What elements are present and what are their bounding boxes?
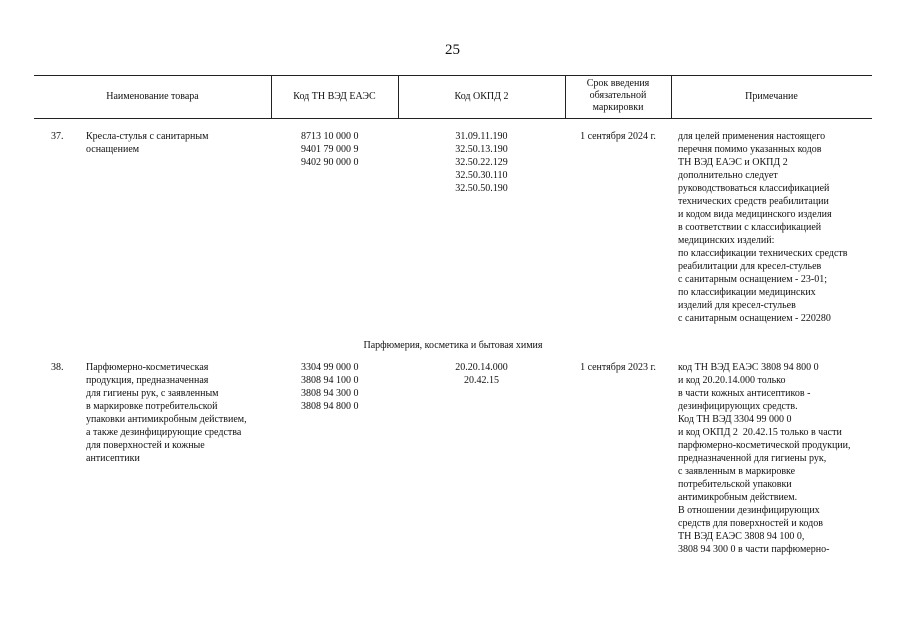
tn-ved-codes: 3304 99 000 0 3808 94 100 0 3808 94 300 0 3808 94 800 0 [301,362,359,412]
header-name: Наименование товара [106,91,199,102]
section-title: Парфюмерия, косметика и бытовая химия [363,340,543,351]
header-tn-ved: Код ТН ВЭД ЕАЭС [293,91,376,102]
header-okpd: Код ОКПД 2 [454,91,509,102]
mandatory-marking-date: 1 сентября 2024 г. [580,131,656,142]
mandatory-marking-date: 1 сентября 2023 г. [580,362,656,373]
note-text: для целей применения настоящего перечня помимо указанных кодов ТН ВЭД ЕАЭС и ОКПД 2 дополнительно следует руководствоваться классификацией технических средств реабилитации и кодом вида медицинского изделия в соответствии с классификацией медицинских изделий: по классификации технических средств реабилитации для кресел-стульев с санитарным оснащением - 23-01; по классификации медицинских изделий для кресел-стульев с санитарным оснащением - 220280 [678,131,848,324]
header-date: Срок введения обязательной маркировки [586,78,650,113]
header-note: Примечание [745,91,798,102]
row-number: 38. [51,362,64,373]
tn-ved-codes: 8713 10 000 0 9401 79 000 9 9402 90 000 0 [301,131,359,168]
note-text: код ТН ВЭД ЕАЭС 3808 94 800 0 и код 20.20.14.000 только в части кожных антисептиков - дезинфицирующих средств. Код ТН ВЭД 3304 99 000 0 и код ОКПД 2 20.42.15 только в части парфюмерно-косметической продукции, предназначенной для гигиены рук, с заявленным в маркировке потребительской упаковки антимикробным действием. В отношении дезинфицирующих средств для поверхностей и кодов ТН ВЭД ЕАЭС 3808 94 100 0, 3808 94 300 0 в части парфюмерно- [678,362,851,555]
okpd-codes: 31.09.11.190 32.50.13.190 32.50.22.129 32.50.30.110 32.50.50.190 [455,131,508,194]
header-bottom-rule [34,118,872,119]
row-number: 37. [51,131,64,142]
okpd-codes: 20.20.14.000 20.42.15 [455,362,508,386]
page-number: 25 [445,42,460,58]
product-name: Парфюмерно-косметическая продукция, предназначенная для гигиены рук, с заявленным в маркировке потребительской упаковки антимикробным действием, а также дезинфицирующие средства для поверхностей и кожные антисептики [86,362,247,464]
header-top-rule [34,75,872,76]
product-name: Кресла-стулья с санитарным оснащением [86,131,209,155]
